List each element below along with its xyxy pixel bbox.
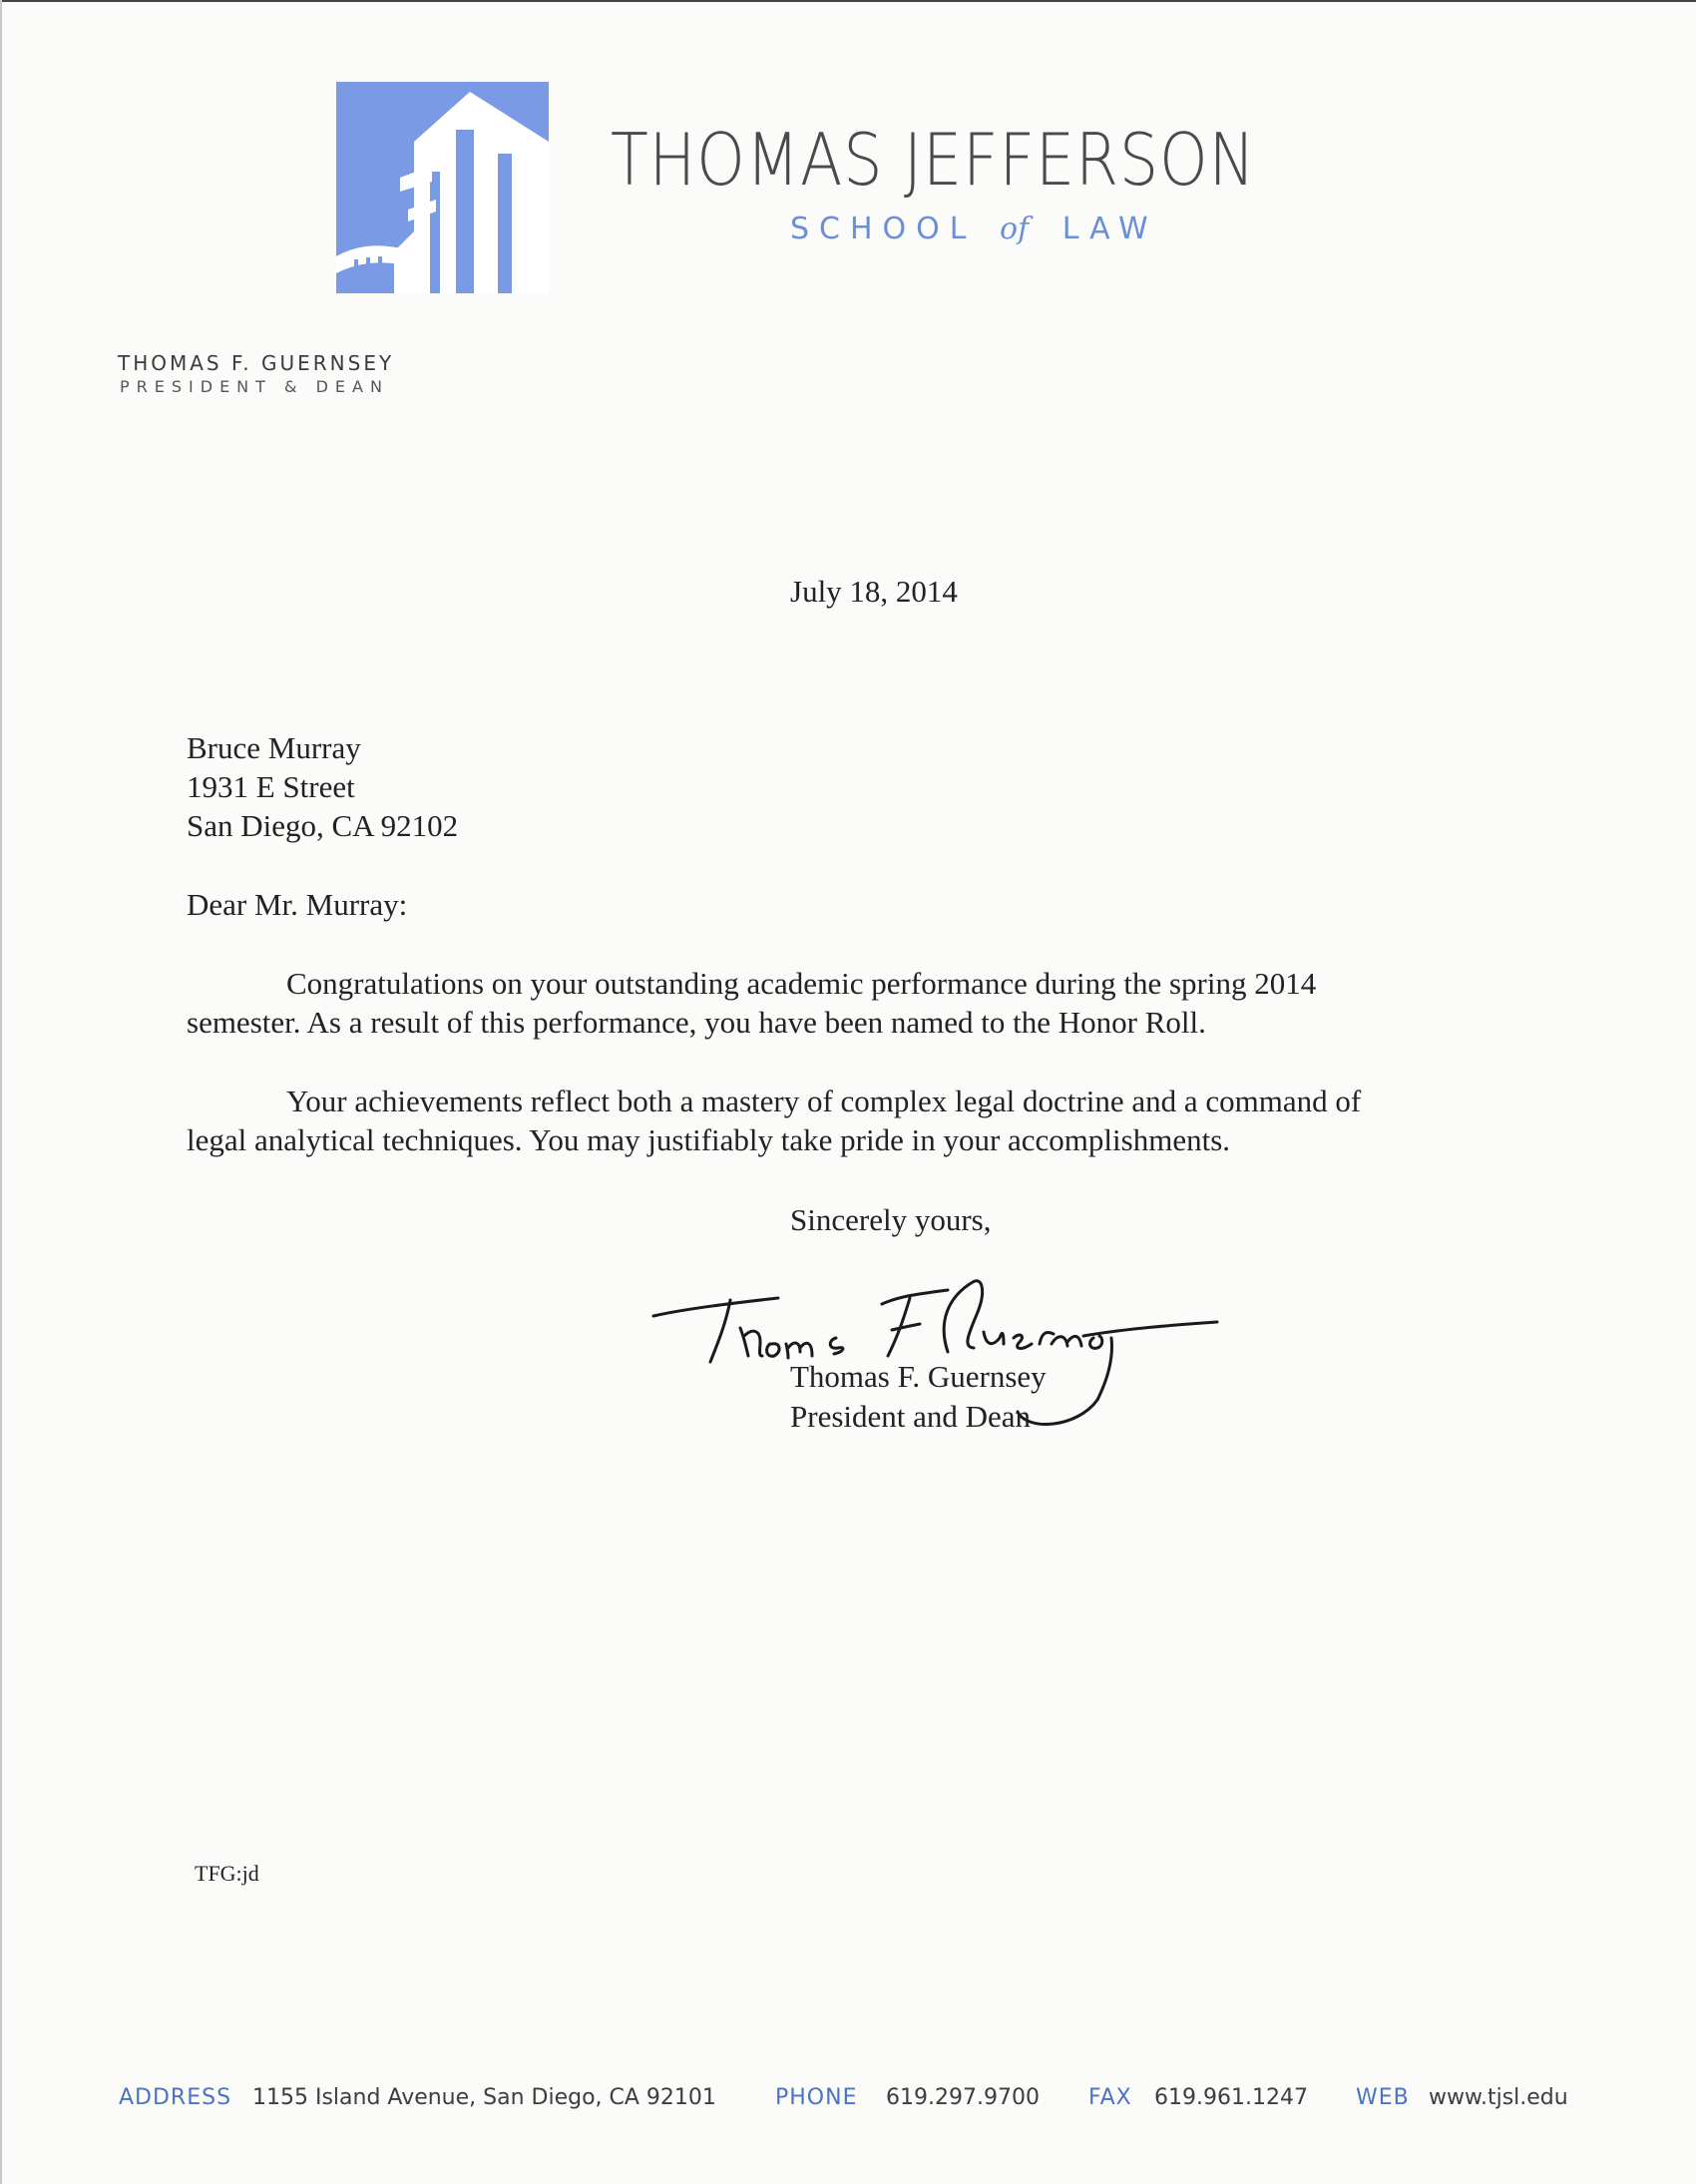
recipient-name: Bruce Murray (187, 730, 361, 765)
scan-edge-top (0, 0, 1696, 2)
footer-fax (1088, 2085, 1132, 2115)
footer-web-value[interactable]: www.tjsl.edu (1429, 2085, 1568, 2110)
reference-initials: TFG:jd (195, 1861, 259, 1886)
of-word: of (1000, 212, 1030, 246)
footer-fax-value: 619.961.1247 (1154, 2085, 1308, 2110)
building-logo-icon (336, 82, 549, 293)
footer-address (119, 2085, 231, 2115)
recipient-city: San Diego, CA 92102 (187, 808, 459, 843)
institution-name: THOMAS JEFFERSON (611, 118, 1256, 202)
law-word: LAW (1061, 212, 1158, 246)
closing: Sincerely yours, (790, 1202, 992, 1237)
officer-name: THOMAS F. GUERNSEY (118, 351, 395, 375)
paragraph-1-line-1: Congratulations on your outstanding academic performance during the spring 2014 (286, 966, 1317, 1001)
web-label: WEB (1356, 2085, 1410, 2110)
officer-title: PRESIDENT & DEAN (120, 377, 389, 396)
paragraph-2-line-1: Your achievements reflect both a mastery of complex legal doctrine and a command of (286, 1084, 1362, 1118)
scan-edge-left (0, 0, 2, 2184)
letter-date: July 18, 2014 (790, 574, 958, 609)
footer-web (1356, 2085, 1410, 2115)
address-label: ADDRESS (119, 2085, 232, 2110)
paragraph-1-line-2: semester. As a result of this performance, you have been named to the Honor Roll. (187, 1005, 1206, 1040)
paragraph-2-line-2: legal analytical techniques. You may justifiably take pride in your accomplishments. (187, 1122, 1231, 1157)
fax-label: FAX (1088, 2085, 1132, 2110)
salutation: Dear Mr. Murray: (187, 887, 408, 922)
school-word: SCHOOL (790, 212, 977, 246)
footer-address-value: 1155 Island Avenue, San Diego, CA 92101 (252, 2085, 716, 2110)
signer-title: President and Dean (790, 1399, 1032, 1434)
institution-subtitle (790, 212, 1158, 246)
footer-phone (775, 2085, 857, 2115)
recipient-street: 1931 E Street (187, 769, 355, 804)
signer-name: Thomas F. Guernsey (790, 1359, 1047, 1394)
phone-label: PHONE (775, 2085, 858, 2110)
footer-phone-value: 619.297.9700 (886, 2085, 1040, 2110)
